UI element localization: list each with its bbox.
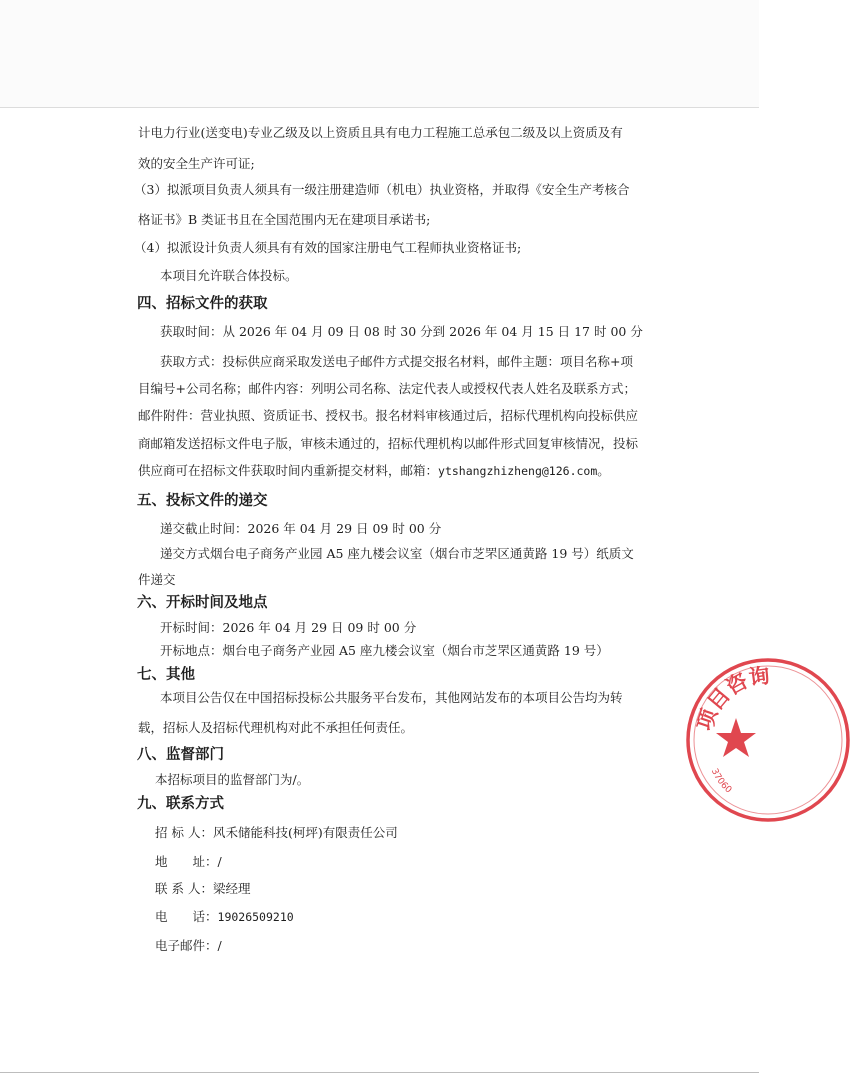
contact-label: 招 标 人：: [155, 825, 213, 840]
para-line: 格证书》B 类证书且在全国范围内无在建项目承诺书;: [138, 212, 431, 227]
contact-row: [155, 825, 398, 841]
svg-text:项目咨询: [693, 663, 772, 733]
seal-text: 项目咨询: [692, 663, 772, 734]
obtain-method-line: 商邮箱发送招标文件电子版，审核未通过的，招标代理机构以邮件形式回复审核情况，投标: [138, 436, 639, 451]
obtain-method-line: 获取方式：投标供应商采取发送电子邮件方式提交报名材料，邮件主题：项目名称+项: [160, 354, 633, 369]
para-line: 计电力行业(送变电)专业乙级及以上资质且具有电力工程施工总承包二级及以上资质及有: [138, 125, 623, 140]
page-header-band: [0, 0, 759, 108]
page-bottom-edge: [0, 1072, 759, 1073]
contact-row: [155, 938, 222, 954]
contact-value: /: [217, 938, 222, 953]
section-heading: 七、其他: [137, 667, 195, 683]
obtain-method-line: 邮件附件：营业执照、资质证书、授权书。报名材料审核通过后，招标代理机构向投标供应: [138, 408, 639, 423]
email-tail: 。: [597, 463, 610, 478]
contact-row: [155, 854, 222, 870]
supervision-line: 本招标项目的监督部门为/。: [155, 772, 310, 787]
para-line: 效的安全生产许可证;: [138, 156, 255, 171]
contact-value: /: [217, 854, 222, 869]
star-icon: [716, 718, 756, 757]
contact-label: 电子邮件：: [155, 938, 218, 953]
contact-value: 梁经理: [212, 881, 251, 896]
other-line: 载，招标人及招标代理机构对此不承担任何责任。: [138, 720, 414, 735]
official-seal: [683, 655, 853, 825]
contact-row: [155, 909, 294, 925]
submit-method-line: 件递交: [138, 572, 176, 587]
para-line: （4）拟派设计负责人须具有有效的国家注册电气工程师执业资格证书;: [134, 240, 522, 255]
other-line: 本项目公告仅在中国招标投标公共服务平台发布，其他网站发布的本项目公告均为转: [160, 690, 623, 705]
obtain-method-text: 供应商可在招标文件获取时间内重新提交材料，邮箱：: [138, 463, 439, 478]
opening-time: 开标时间：2026 年 04 月 29 日 09 时 00 分: [160, 620, 417, 635]
obtain-time: 获取时间：从 2026 年 04 月 09 日 08 时 30 分到 2026 年 04 月 15 日 17 时 00 分: [160, 324, 643, 339]
section-heading: 五、投标文件的递交: [137, 493, 268, 509]
email-address: ytshangzhizheng@126.com: [438, 464, 598, 478]
contact-row: [155, 881, 250, 897]
submit-deadline: 递交截止时间：2026 年 04 月 29 日 09 时 00 分: [160, 521, 442, 536]
opening-place: 开标地点：烟台电子商务产业园 A5 座九楼会议室（烟台市芝罘区通黄路 19 号）: [160, 643, 609, 658]
para-line: （3）拟派项目负责人须具有一级注册建造师（机电）执业资格，并取得《安全生产考核合: [134, 182, 630, 197]
obtain-method-line: 目编号+公司名称；邮件内容：列明公司名称、法定代表人或授权代表人姓名及联系方式；: [138, 381, 636, 396]
seal-number: 37060: [708, 767, 734, 796]
contact-label: 电 话：: [155, 909, 218, 924]
para-line: 本项目允许联合体投标。: [160, 268, 298, 283]
contact-value: 风禾储能科技(柯坪)有限责任公司: [212, 825, 398, 840]
contact-label: 地 址：: [155, 854, 218, 869]
obtain-method-line: [138, 463, 610, 479]
section-heading: 九、联系方式: [137, 796, 224, 812]
section-heading: 四、招标文件的获取: [137, 296, 268, 312]
contact-label: 联 系 人：: [155, 881, 213, 896]
section-heading: 六、开标时间及地点: [137, 595, 268, 611]
header-divider: [0, 107, 759, 108]
section-heading: 八、监督部门: [137, 747, 224, 763]
contact-value: 19026509210: [217, 910, 294, 924]
submit-method-line: 递交方式烟台电子商务产业园 A5 座九楼会议室（烟台市芝罘区通黄路 19 号）纸质文: [160, 546, 634, 561]
svg-text:37060: [709, 767, 734, 795]
